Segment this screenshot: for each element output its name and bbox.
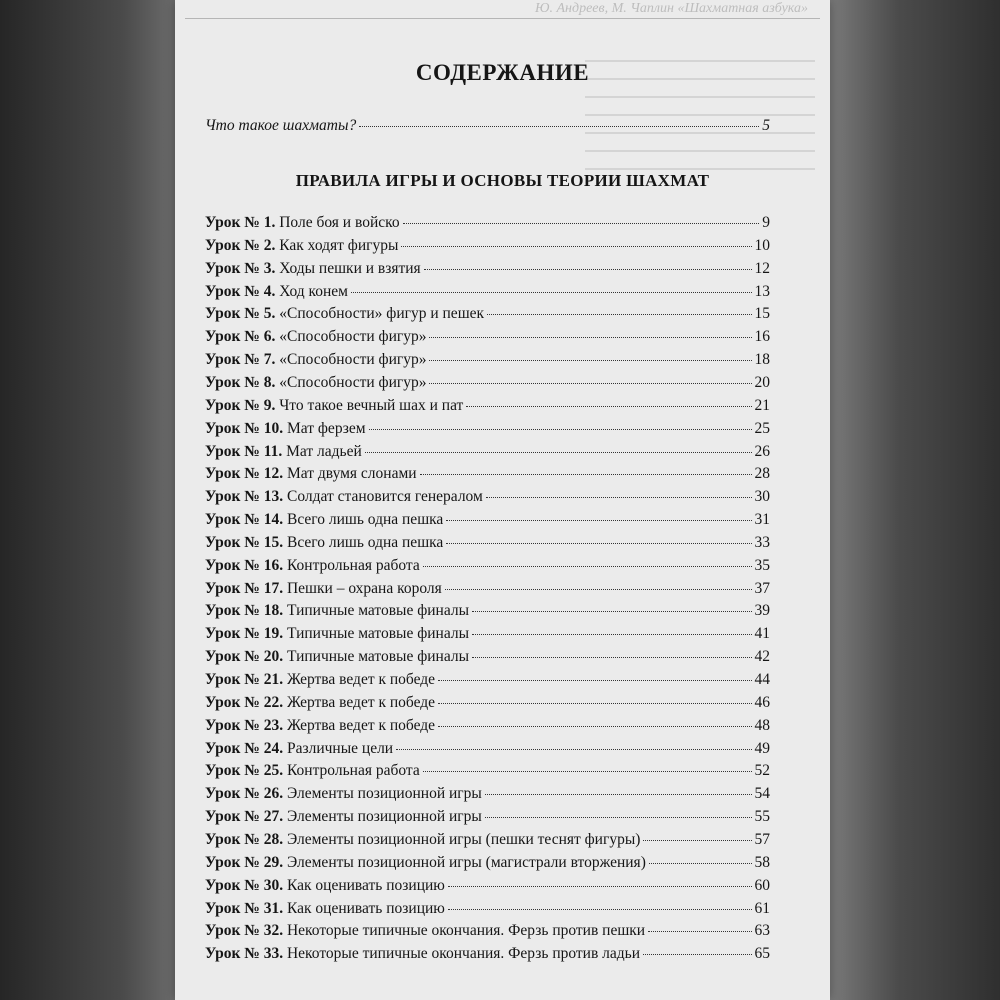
lesson-title: Жертва ведет к победе <box>286 693 436 711</box>
book-page <box>175 0 830 1000</box>
toc-entry-label <box>205 945 640 963</box>
lesson-number: Урок № 23. <box>205 716 284 734</box>
toc-page-number: 5 <box>762 117 770 134</box>
dot-leader <box>466 406 751 407</box>
lesson-title: «Способности фигур» <box>279 373 427 391</box>
toc-page-number: 21 <box>754 396 770 414</box>
lesson-number: Урок № 5. <box>205 305 276 323</box>
lesson-number: Урок № 26. <box>205 785 284 803</box>
toc-entry-label <box>205 283 348 301</box>
toc-entry-label <box>205 305 484 323</box>
toc-entry-label <box>205 785 482 803</box>
toc-page-number: 39 <box>754 602 770 620</box>
lesson-number: Урок № 19. <box>205 625 284 643</box>
dot-leader <box>424 269 752 270</box>
toc-page-number: 37 <box>754 579 770 597</box>
toc-entry-label <box>205 351 426 369</box>
toc-entry-lesson[interactable] <box>205 214 770 232</box>
lesson-number: Урок № 14. <box>205 511 284 529</box>
dot-leader <box>403 223 760 224</box>
toc-page-number: 54 <box>754 785 770 803</box>
dot-leader <box>472 611 752 612</box>
lesson-number: Урок № 11. <box>205 442 283 460</box>
lesson-title: Солдат становится генералом <box>286 488 483 506</box>
toc-page-number: 44 <box>754 671 770 688</box>
dot-leader <box>401 246 751 247</box>
lesson-number: Урок № 6. <box>205 328 276 346</box>
toc-entry-label <box>205 465 417 483</box>
toc-entry-lesson[interactable] <box>205 671 770 689</box>
lesson-number: Урок № 20. <box>205 648 284 666</box>
toc-entry-label <box>205 671 435 689</box>
toc-entry-label <box>205 534 443 552</box>
lesson-number: Урок № 32. <box>205 922 284 940</box>
lesson-title: Ходы пешки и взятия <box>279 259 421 277</box>
toc-entry-label <box>205 397 463 415</box>
lesson-title: Контрольная работа <box>286 556 420 574</box>
dot-leader <box>649 863 752 864</box>
toc-page-number: 31 <box>754 511 770 529</box>
toc-page-number: 42 <box>754 648 770 666</box>
toc-entry-lesson[interactable] <box>205 922 770 940</box>
dot-leader <box>438 703 751 704</box>
toc-entry-lesson[interactable] <box>205 283 770 301</box>
toc-entry-lesson[interactable] <box>205 580 770 598</box>
toc-page-number: 30 <box>754 488 770 506</box>
background-right <box>830 0 1000 1000</box>
lesson-title: Элементы позиционной игры (магистрали вторжения) <box>286 853 646 871</box>
toc-page-number: 60 <box>754 876 770 894</box>
lesson-number: Урок № 28. <box>205 830 284 848</box>
lesson-title: Ход конем <box>279 282 348 300</box>
toc-entry-lesson[interactable] <box>205 694 770 712</box>
toc-entry-label <box>205 762 420 780</box>
toc-entry-lesson[interactable] <box>205 854 770 872</box>
dot-leader <box>485 817 752 818</box>
toc-entry-lesson[interactable] <box>205 785 770 803</box>
lesson-number: Урок № 1. <box>205 214 276 231</box>
dot-leader <box>365 452 752 453</box>
lesson-number: Урок № 24. <box>205 739 284 757</box>
toc-entry-lesson[interactable] <box>205 534 770 552</box>
toc-entry-lesson[interactable] <box>205 831 770 849</box>
toc-page-number: 48 <box>754 716 770 734</box>
dot-leader <box>472 657 752 658</box>
toc-page-number: 65 <box>754 945 770 963</box>
toc-entry-lesson[interactable] <box>205 625 770 643</box>
lesson-title: Контрольная работа <box>286 762 420 780</box>
lesson-title: Как оценивать позицию <box>286 876 445 894</box>
lesson-number: Урок № 27. <box>205 808 284 826</box>
toc-entry-label <box>205 511 443 529</box>
toc-page-number: 20 <box>754 373 770 391</box>
page-title: СОДЕРЖАНИЕ <box>415 60 590 85</box>
toc-entry-lesson[interactable] <box>205 351 770 369</box>
dot-leader <box>438 726 751 727</box>
dot-leader <box>396 749 751 750</box>
toc-entry-lesson[interactable] <box>205 602 770 620</box>
dot-leader <box>648 931 751 932</box>
section-heading: ПРАВИЛА ИГРЫ И ОСНОВЫ ТЕОРИИ ШАХМАТ <box>295 171 710 190</box>
toc-entry-lesson[interactable] <box>205 557 770 575</box>
lesson-number: Урок № 12. <box>205 465 284 483</box>
toc-entry-label: Что такое шахматы? <box>205 117 357 134</box>
toc-entry-label <box>205 808 482 826</box>
toc-entry-lesson[interactable] <box>205 465 770 483</box>
toc-page-number: 13 <box>754 282 770 300</box>
dot-leader <box>429 337 751 338</box>
toc-page-number: 18 <box>754 351 770 369</box>
toc-entry-label <box>205 740 393 758</box>
lesson-title: «Способности» фигур и пешек <box>279 305 485 323</box>
toc-entry-label <box>205 260 421 278</box>
toc-entry-label <box>205 922 645 940</box>
toc-entry-lesson[interactable] <box>205 740 770 758</box>
dot-leader <box>351 292 752 293</box>
lesson-number: Урок № 17. <box>205 579 284 597</box>
toc-entry-label <box>205 237 398 255</box>
toc-page-number: 52 <box>754 762 770 780</box>
lesson-title: Всего лишь одна пешка <box>286 533 444 551</box>
toc-entry-lesson[interactable] <box>205 511 770 529</box>
toc-entry-lesson[interactable] <box>205 648 770 666</box>
toc-page-number: 61 <box>754 899 770 917</box>
toc-entry-label <box>205 854 646 872</box>
dot-leader <box>429 360 751 361</box>
lesson-number: Урок № 13. <box>205 488 284 506</box>
toc-entry-label <box>205 420 366 438</box>
toc-entry-lesson[interactable] <box>205 877 770 895</box>
toc-page-number: 41 <box>754 625 770 643</box>
lesson-title: Всего лишь одна пешка <box>286 511 444 529</box>
toc-entry-label <box>205 877 445 895</box>
toc-entry-lesson[interactable] <box>205 397 770 415</box>
toc-page-number: 28 <box>754 465 770 483</box>
toc-page-number: 16 <box>754 328 770 346</box>
lesson-title: Различные цели <box>286 739 394 757</box>
dot-leader <box>446 543 751 544</box>
toc-page-number: 10 <box>754 236 770 254</box>
dot-leader <box>359 126 759 127</box>
toc-entry-label <box>205 648 469 666</box>
toc-page-number: 49 <box>754 739 770 757</box>
lesson-title: Типичные матовые финалы <box>286 648 469 666</box>
lesson-title: Что такое вечный шах и пат <box>279 396 464 414</box>
lesson-number: Урок № 21. <box>205 671 284 688</box>
lesson-title: Типичные матовые финалы <box>286 602 469 620</box>
toc-entry-label <box>205 488 483 506</box>
lesson-number: Урок № 18. <box>205 602 284 620</box>
dot-leader <box>446 520 751 521</box>
toc-entry-label <box>205 602 469 620</box>
lesson-title: Жертва ведет к победе <box>286 671 436 688</box>
lesson-number: Урок № 30. <box>205 876 284 894</box>
dot-leader <box>485 794 752 795</box>
toc-page-number: 26 <box>754 442 770 460</box>
dot-leader <box>438 680 751 681</box>
lesson-number: Урок № 9. <box>205 396 276 414</box>
lesson-title: Поле боя и войско <box>279 214 400 231</box>
lesson-number: Урок № 3. <box>205 259 276 277</box>
toc-entry-lesson[interactable] <box>205 305 770 323</box>
lesson-number: Урок № 33. <box>205 945 284 963</box>
running-head <box>175 0 830 26</box>
toc-entry-lesson[interactable] <box>205 260 770 278</box>
lesson-title: Мат двумя слонами <box>286 465 417 483</box>
toc-entry-lesson[interactable] <box>205 900 770 918</box>
dot-leader <box>472 634 752 635</box>
toc-page-number: 35 <box>754 556 770 574</box>
lesson-title: «Способности фигур» <box>279 351 427 369</box>
lesson-title: Жертва ведет к победе <box>286 716 436 734</box>
toc-entry-label <box>205 625 469 643</box>
toc-entry-lesson[interactable] <box>205 945 770 963</box>
lesson-number: Урок № 16. <box>205 556 284 574</box>
toc-entry-lesson[interactable] <box>205 443 770 461</box>
toc-page-number: 9 <box>762 214 770 231</box>
lesson-title: Мат ладьей <box>286 442 362 460</box>
toc-entry-label <box>205 214 400 232</box>
toc-page-number: 33 <box>754 533 770 551</box>
toc-entry-lesson[interactable] <box>205 420 770 438</box>
dot-leader <box>423 566 752 567</box>
dot-leader <box>486 497 752 498</box>
toc-page-number: 25 <box>754 419 770 437</box>
toc-entry-label <box>205 374 426 392</box>
lesson-title: Некоторые типичные окончания. Ферзь против пешки <box>286 922 646 940</box>
lesson-title: Типичные матовые финалы <box>286 625 469 643</box>
lesson-title: Элементы позиционной игры <box>286 808 482 826</box>
lesson-number: Урок № 22. <box>205 693 284 711</box>
running-head-text: Ю. Андреев, М. Чаплин «Шахматная азбука» <box>535 1 808 16</box>
dot-leader <box>423 771 752 772</box>
lesson-number: Урок № 25. <box>205 762 284 780</box>
dot-leader <box>445 589 752 590</box>
toc-entry-label <box>205 328 426 346</box>
toc-page-number: 58 <box>754 853 770 871</box>
toc-page-number: 55 <box>754 808 770 826</box>
lesson-title: Элементы позиционной игры (пешки теснят фигуры) <box>286 830 641 848</box>
toc-page-number: 12 <box>754 259 770 277</box>
toc-page-number: 63 <box>754 922 770 940</box>
toc-entry-label <box>205 580 442 598</box>
lesson-title: Как ходят фигуры <box>279 236 399 254</box>
toc-page-number: 15 <box>754 305 770 323</box>
lesson-number: Урок № 7. <box>205 351 276 369</box>
dot-leader <box>643 840 751 841</box>
toc-entry-lesson[interactable] <box>205 717 770 735</box>
running-head-rule <box>185 18 820 19</box>
dot-leader <box>448 886 752 887</box>
dot-leader <box>448 909 752 910</box>
lesson-title: Мат ферзем <box>286 419 366 437</box>
dot-leader <box>369 429 752 430</box>
toc-entry-lesson[interactable] <box>205 328 770 346</box>
toc-entry-lesson[interactable] <box>205 488 770 506</box>
toc-entry-label <box>205 557 420 575</box>
lesson-number: Урок № 31. <box>205 899 284 917</box>
dot-leader <box>420 474 752 475</box>
toc-entry-lesson[interactable] <box>205 762 770 780</box>
lesson-title: Элементы позиционной игры <box>286 785 482 803</box>
toc-entry-intro[interactable] <box>205 117 770 135</box>
toc-page-number: 46 <box>754 693 770 711</box>
toc-entry-label <box>205 717 435 735</box>
lesson-title: Некоторые типичные окончания. Ферзь против ладьи <box>286 945 641 963</box>
toc-entry-label <box>205 694 435 712</box>
dot-leader <box>643 954 751 955</box>
toc-entry-lesson[interactable] <box>205 808 770 826</box>
dot-leader <box>429 383 751 384</box>
lesson-number: Урок № 4. <box>205 282 276 300</box>
lesson-number: Урок № 8. <box>205 373 276 391</box>
lesson-number: Урок № 10. <box>205 419 284 437</box>
toc-entry-label <box>205 831 640 849</box>
toc-page-number: 57 <box>754 830 770 848</box>
dot-leader <box>487 314 751 315</box>
toc-entry-label <box>205 443 362 461</box>
lesson-title: Пешки – охрана короля <box>286 579 442 597</box>
lesson-title: «Способности фигур» <box>279 328 427 346</box>
background-left <box>0 0 175 1000</box>
lesson-number: Урок № 2. <box>205 236 276 254</box>
toc-entry-lesson[interactable] <box>205 374 770 392</box>
toc-entry-label <box>205 900 445 918</box>
lesson-number: Урок № 29. <box>205 853 284 871</box>
lesson-number: Урок № 15. <box>205 533 284 551</box>
lesson-title: Как оценивать позицию <box>286 899 445 917</box>
toc-entry-lesson[interactable] <box>205 237 770 255</box>
